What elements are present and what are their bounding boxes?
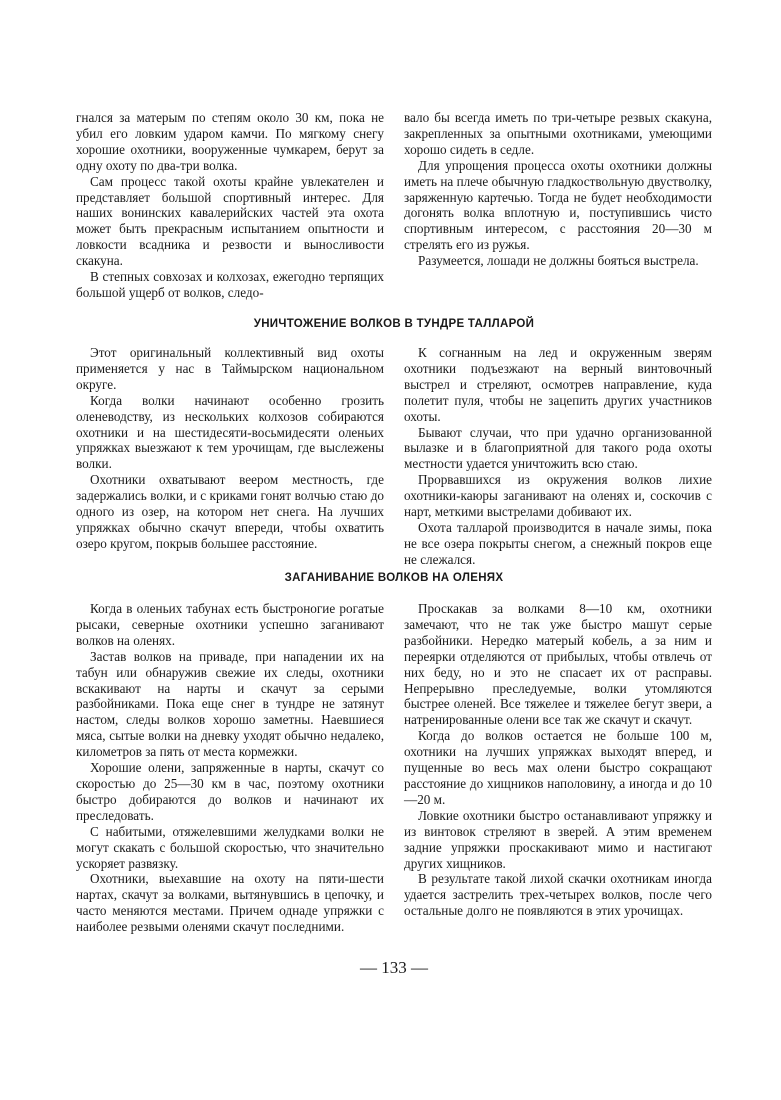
paragraph: Этот оригинальный коллективный вид охоты применяется у нас в Таймырском национальном округе. <box>76 345 384 392</box>
section-continuation <box>76 110 712 301</box>
paragraph: С набитыми, отяжелевшими желудками волки не могут скакать с большой скоростью, что значительно ускоряет развязку. <box>76 823 384 871</box>
paragraph: Разумеется, лошади не должны бояться выстрела. <box>418 253 699 269</box>
paragraph: Хорошие олени, запряженные в нарты, скачут со скоростью до 25—30 км в час, поэтому охотники быстро добираются до волков и начинают их преследовать. <box>76 760 384 823</box>
paragraph: Охотники, выехавшие на охоту на пяти-шести нартах, скачут за волками, вытянувшись в цепочку, и часто меняются местами. Причем однаде упряжки с наиболее резвыми оленями скачут последними. <box>76 871 384 935</box>
left-column <box>76 110 384 301</box>
paragraph: Ловкие охотники быстро останавливают упряжку и из винтовок стреляют в зверей. А этим временем задние упряжки проскакивают мимо и настигают других хищников. <box>404 807 712 871</box>
right-column <box>404 601 712 935</box>
right-column <box>404 110 712 301</box>
paragraph: В результате такой лихой скачки охотникам иногда удается застрелить трех-четырех волков, после чего остальные долго не появляются в этих урочищах. <box>404 871 712 919</box>
right-column <box>404 345 712 568</box>
paragraph: гнался за матерым по степям около 30 км, пока не убил его ловким ударом камчи. По мягкому снегу хорошие охотники, вооруженные чумкарем, берут за одну охоту по два-три волка. <box>76 110 384 173</box>
paragraph: Когда волки начинают особенно грозить оленеводству, из нескольких колхозов собираются охотники и на шестидесяти-восьмидесяти оленьих упряжках выезжают к тем урочищам, где выслежены волки. <box>76 392 384 472</box>
paragraph: Проскакав за волками 8—10 км, охотники замечают, что не так уже быстро машут серые разбойники. Нередко матерый кобель, а за ним и переярки отделяются от прибылых, чтобы отвлечь от них беду, но и это не спасает их от расправы. Непрерывно преследуемые, волки утомляются быстрее оленей. Все тяжелее и тяжелее бегут звери, а натренированные олени все так же скачут и скачут. <box>404 601 712 728</box>
paragraph: К согнанным на лед и окруженным зверям охотники подъезжают на верный винтовочный выстрел и стреляют, осмотрев направление, куда полетит пуля, чтобы не зацепить других участников охоты. <box>404 345 712 424</box>
section-tallara <box>76 345 712 568</box>
paragraph: Прорвавшихся из окружения волков лихие охотники-каюры заганивают на оленях и, соскочив с нарт, меткими выстрелами добивают их. <box>404 472 712 520</box>
paragraph: Охотники охватывают веером местность, где задержались волки, и с криками гонят волчью стаю до одного из озер, на котором нет снега. На лучших упряжках обычно скачут впереди, чтобы охватить озеро кругом, покрыв большее расстояние. <box>76 472 384 551</box>
paragraph: Когда до волков остается не больше 100 м, охотники на лучших упряжках выходят вперед, и пущенные во весь мах олени быстро сокращают расстояние до хищников наполовину, а иногда и до 10—20 м. <box>404 728 712 807</box>
page-number: — 133 — <box>360 958 428 977</box>
paragraph: Охота талларой производится в начале зимы, пока не все озера покрыты снегом, а снежный покров еще не слежался. <box>404 519 712 567</box>
left-column <box>76 345 384 568</box>
paragraph: Когда в оленьих табунах есть быстроногие рогатые рысаки, северные охотники успешно заганивают волков на оленях. <box>76 601 384 648</box>
paragraph: Для упрощения процесса охоты охотники должны иметь на плече обычную гладкоствольную двустволку, заряженную картечью. Тогда не будет необходимости догонять волка вплотную и, поступившись чисто спортивным интересом, с расстояния 20—30 м стрелять его из ружья. <box>404 157 712 253</box>
section-heading-reindeer: ЗАГАНИВАНИЕ ВОЛКОВ НА ОЛЕНЯХ <box>284 572 504 584</box>
paragraph: Сам процесс такой охоты крайне увлекателен и представляет большой спортивный интерес. Для наших вонинских кавалерийских частей эта охота может быть прекрасным испытанием опытности и ловкости всадника и резвости и выносливости скакуна. <box>76 173 384 269</box>
paragraph: Застав волков на приваде, при нападении их на табун или обнаружив свежие их следы, охотники вскакивают на нарты и скачут за серыми разбойниками. Пока еще снег в тундре не затянут настом, следы волков хорошо заметны. Наевшиеся мяса, сытые волки на дневку уходят обычно недалеко, километров за пять от места кормежки. <box>76 648 384 760</box>
paragraph: вало бы всегда иметь по три-четыре резвых скакуна, закрепленных за опытными охотниками, умеющими хорошо сидеть в седле. <box>404 110 712 157</box>
left-column <box>76 601 384 935</box>
paragraph: Бывают случаи, что при удачно организованной вылазке и в благоприятной для такого рода охоты местности удается уничтожить всю стаю. <box>404 424 712 472</box>
section-reindeer <box>76 601 712 935</box>
section-heading-tallara: УНИЧТОЖЕНИЕ ВОЛКОВ В ТУНДРЕ ТАЛЛАРОЙ <box>253 318 535 330</box>
paragraph: В степных совхозах и колхозах, ежегодно терпящих большой ущерб от волков, следо- <box>76 269 384 300</box>
